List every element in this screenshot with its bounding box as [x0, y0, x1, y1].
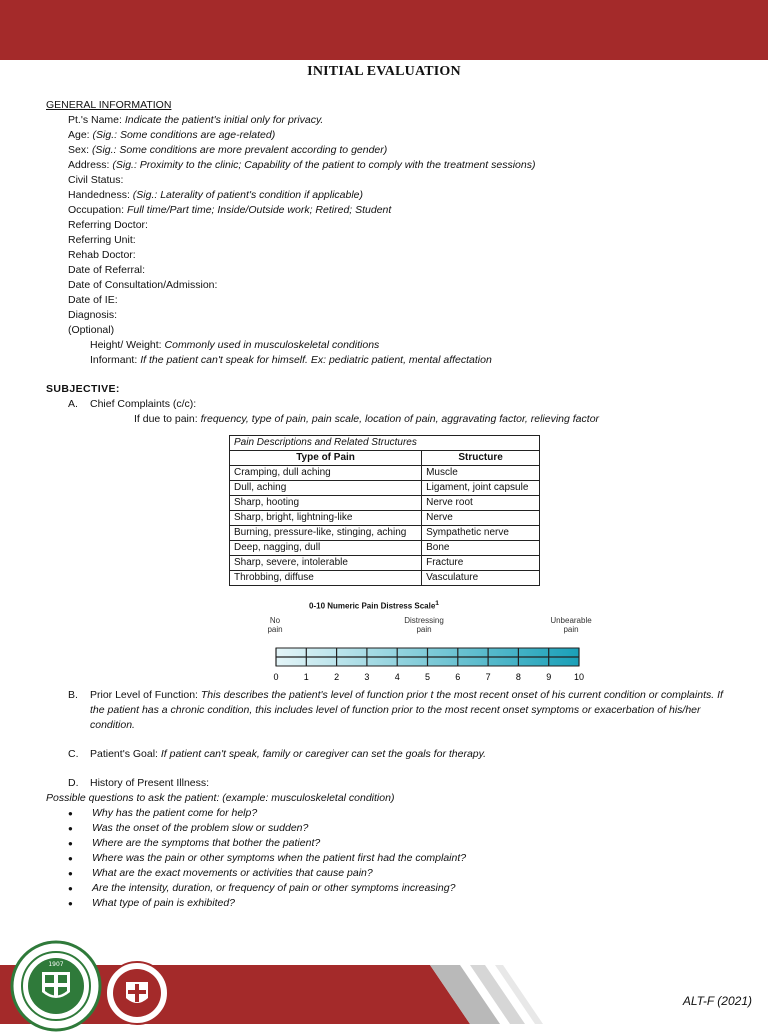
university-seal-red	[104, 960, 170, 1026]
prior-function-item	[46, 688, 736, 733]
general-field-label: Handedness:	[68, 189, 133, 201]
structure-cell: Nerve root	[422, 496, 540, 511]
scale-tick-label: 5	[424, 672, 431, 682]
chief-complaints-item	[46, 397, 736, 412]
table-row	[230, 466, 540, 481]
table-body	[230, 466, 540, 586]
general-field-label: Referring Doctor:	[68, 219, 148, 231]
scale-label-unbearable-l2: pain	[563, 625, 579, 634]
general-field	[46, 263, 736, 278]
general-field	[46, 278, 736, 293]
structure-cell: Nerve	[422, 511, 540, 526]
general-field-label: Referring Unit:	[68, 234, 136, 246]
scale-tick-label: 7	[485, 672, 491, 682]
general-field-label: Date of IE:	[68, 294, 118, 306]
patient-goal-note: If patient can't speak, family or caregiver can set the goals for therapy.	[160, 748, 487, 760]
general-field	[46, 218, 736, 233]
scale-title-text: 0-10 Numeric Pain Distress Scale	[309, 601, 436, 611]
general-field-note: Full time/Part time; Inside/Outside work; Retired; Student	[126, 204, 392, 216]
general-field-label: Sex:	[68, 144, 92, 156]
general-field-note: (Sig.: Laterality of patient's condition if applicable)	[132, 189, 364, 201]
prior-function-note: This describes the patient's level of function prior t the most recent onset of his current condition or complaints. If the patient has a chronic condition, this includes level of function prior to the most recent onset symptoms or exacerbation of his/her condition.	[90, 689, 723, 731]
question-item: ● Was the onset of the problem slow or sudden?	[46, 821, 736, 836]
question-item: ● What are the exact movements or activities that cause pain?	[46, 866, 736, 881]
optional-field-note: If the patient can't speak for himself. Ex: pediatric patient, mental affectation	[140, 354, 492, 366]
document-body	[46, 98, 736, 911]
present-illness-label: History of Present Illness:	[90, 777, 210, 789]
general-field-note: (Sig.: Some conditions are more prevalent according to gender)	[91, 144, 388, 156]
general-field-label: Diagnosis:	[68, 309, 118, 321]
pain-type-cell: Burning, pressure-like, stinging, aching	[230, 526, 422, 541]
table-row	[230, 526, 540, 541]
general-field	[46, 113, 736, 128]
patient-goal-item	[46, 747, 736, 762]
table-row	[230, 541, 540, 556]
structure-cell: Sympathetic nerve	[422, 526, 540, 541]
general-field	[46, 293, 736, 308]
optional-field-label: Height/ Weight:	[90, 339, 165, 351]
seal-year: 1907	[48, 961, 64, 968]
general-field	[46, 143, 736, 158]
general-info-heading: GENERAL INFORMATION	[46, 99, 172, 111]
table-row	[230, 481, 540, 496]
table-row	[230, 556, 540, 571]
scale-label-no-pain	[255, 616, 295, 634]
item-marker-c: C.	[68, 748, 79, 760]
general-field	[46, 173, 736, 188]
general-field-label: Age:	[68, 129, 93, 141]
general-field-label: Pt.'s Name:	[68, 114, 125, 126]
scale-tick-label: 10	[573, 672, 585, 682]
general-field-label: (Optional)	[68, 324, 115, 336]
table-row	[230, 511, 540, 526]
scale-bar-svg	[221, 636, 585, 686]
general-field	[46, 233, 736, 248]
pain-instruction-note: frequency, type of pain, pain scale, location of pain, aggravating factor, relieving factor	[200, 413, 600, 425]
item-marker-d: D.	[68, 777, 79, 789]
pain-description-table	[229, 435, 540, 586]
pain-type-cell: Sharp, hooting	[230, 496, 422, 511]
pain-type-cell: Cramping, dull aching	[230, 466, 422, 481]
general-field-label: Rehab Doctor:	[68, 249, 136, 261]
prior-function-label: Prior Level of Function:	[90, 689, 201, 701]
scale-tick-label: 4	[394, 672, 400, 682]
patient-goal-label: Patient's Goal:	[90, 748, 161, 760]
question-item: ● Where are the symptoms that bother the patient?	[46, 836, 736, 851]
scale-tick-label: 8	[515, 672, 521, 682]
item-marker-a: A.	[68, 398, 78, 410]
university-seal-green	[10, 940, 102, 1032]
general-field-label: Date of Consultation/Admission:	[68, 279, 218, 291]
general-field-label: Civil Status:	[68, 174, 124, 186]
general-info-fields	[46, 113, 736, 338]
general-field-note: Indicate the patient's initial only for privacy.	[124, 114, 324, 126]
question-item: ● What type of pain is exhibited?	[46, 896, 736, 911]
optional-field-label: Informant:	[90, 354, 141, 366]
scale-label-distressing	[389, 616, 459, 634]
subjective-heading: SUBJECTIVE:	[46, 383, 120, 395]
general-field	[46, 203, 736, 218]
scale-label-distressing-l1: Distressing	[404, 616, 444, 625]
general-field-label: Date of Referral:	[68, 264, 146, 276]
pain-type-cell: Sharp, severe, intolerable	[230, 556, 422, 571]
scale-label-no-pain-l1: No	[269, 616, 281, 625]
present-illness-item	[46, 776, 736, 791]
general-field-note: (Sig.: Some conditions are age-related)	[92, 129, 276, 141]
scale-tick-label: 0	[273, 672, 279, 682]
scale-title	[309, 596, 439, 614]
item-marker-b: B.	[68, 689, 78, 701]
general-field-label: Address:	[68, 159, 113, 171]
scale-tick-label: 2	[334, 672, 340, 682]
general-field-label: Occupation:	[68, 204, 127, 216]
structure-cell: Muscle	[422, 466, 540, 481]
question-item: ● Why has the patient come for help?	[46, 806, 736, 821]
document-code: ALT-F (2021)	[682, 994, 752, 1008]
scale-title-superscript: 1	[435, 600, 439, 607]
optional-fields	[46, 338, 736, 368]
table-row	[230, 571, 540, 586]
question-item: ● Are the intensity, duration, or frequency of pain or other symptoms increasing?	[46, 881, 736, 896]
general-field	[46, 308, 736, 323]
question-list	[46, 806, 736, 911]
general-field	[46, 323, 736, 338]
general-field	[46, 128, 736, 143]
optional-field-note: Commonly used in musculoskeletal conditions	[164, 339, 380, 351]
scale-label-no-pain-l2: pain	[267, 625, 283, 634]
pain-instruction-label: If due to pain:	[134, 413, 201, 425]
header-band	[0, 0, 768, 60]
chief-complaints-label: Chief Complaints (c/c):	[90, 398, 197, 410]
table-row	[230, 496, 540, 511]
structure-cell: Fracture	[422, 556, 540, 571]
structure-cell: Ligament, joint capsule	[422, 481, 540, 496]
scale-tick-label: 1	[303, 672, 309, 682]
scale-tick-label: 6	[455, 672, 461, 682]
structure-cell: Vasculature	[422, 571, 540, 586]
pain-type-cell: Deep, nagging, dull	[230, 541, 422, 556]
pain-type-cell: Dull, aching	[230, 481, 422, 496]
question-item: ● Where was the pain or other symptoms when the patient first had the complaint?	[46, 851, 736, 866]
general-field	[46, 188, 736, 203]
pain-instruction	[46, 412, 736, 427]
optional-field	[46, 338, 736, 353]
table-caption: Pain Descriptions and Related Structures	[230, 436, 540, 451]
present-illness-intro: Possible questions to ask the patient: (example: musculoskeletal condition)	[46, 792, 395, 804]
scale-label-distressing-l2: pain	[416, 625, 432, 634]
general-field	[46, 158, 736, 173]
scale-tick-label: 3	[364, 672, 370, 682]
pain-distress-scale	[221, 596, 592, 688]
general-field	[46, 248, 736, 263]
scale-label-unbearable	[541, 616, 601, 634]
page-title: INITIAL EVALUATION	[307, 64, 461, 79]
table-header-type: Type of Pain	[230, 451, 422, 466]
general-field-note: (Sig.: Proximity to the clinic; Capability of the patient to comply with the treatment sessions)	[112, 159, 536, 171]
pain-type-cell: Sharp, bright, lightning-like	[230, 511, 422, 526]
scale-tick-label: 9	[546, 672, 552, 682]
pain-type-cell: Throbbing, diffuse	[230, 571, 422, 586]
optional-field	[46, 353, 736, 368]
scale-label-unbearable-l1: Unbearable	[550, 616, 592, 625]
structure-cell: Bone	[422, 541, 540, 556]
table-header-structure: Structure	[422, 451, 540, 466]
